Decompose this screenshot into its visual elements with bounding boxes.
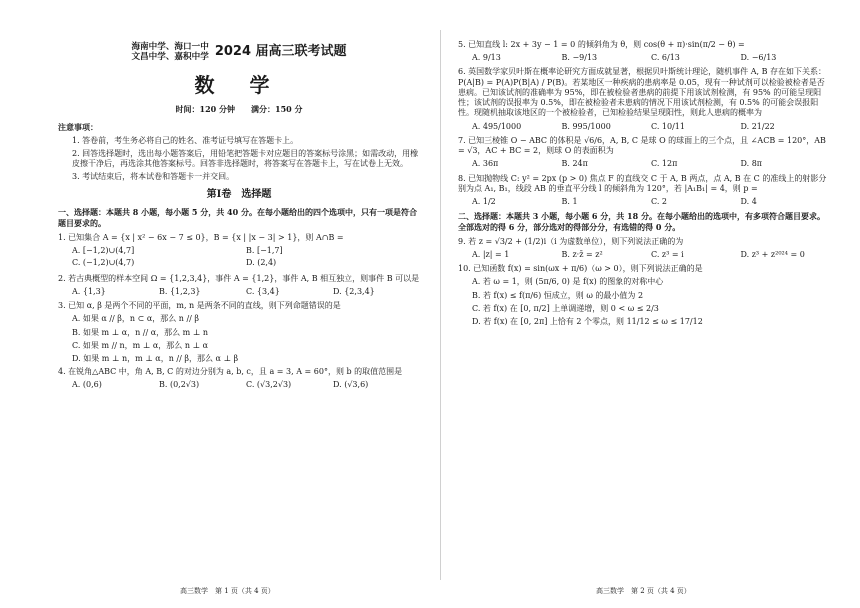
options — [72, 246, 420, 270]
question-stem: 8. 已知抛物线 C: y² = 2px (p > 0) 焦点 F 的直线交 C 于 A, B 两点，点 A, B 在 C 的准线上的射影分别为点 A₁, B₁，线段 AB 的垂直平分线 l 的倾斜角为 120°，若 |A₁B₁| = 4，则 p = — [458, 173, 827, 193]
option-a: A. 9/13 — [472, 53, 501, 63]
option-b: B. 995/1000 — [561, 121, 611, 131]
schools-line-1: 海南中学、海口一中 — [131, 42, 209, 52]
option-d: D. {2,3,4} — [333, 286, 375, 296]
option-a: A. (0,6) — [72, 380, 102, 390]
question-stem: 6. 英国数学家贝叶斯在概率论研究方面成就显著，根据贝叶斯统计理论，随机事件 A, B 存在如下关系：P(A|B) = P(A)P(B|A) / P(B)。若某地区一种疾病的患病率是 0.05，现有一种试剂可以检验被检者是否患病。已知该试剂的准确率为 95%，即在被检验者患病的前提下用该试剂检测，有 95% 的可能呈现阳性；该试剂的误报率为 0.5%，即在被检验者未患病的情况下用该试剂检测，有 0.5% 的可能会误报阳性。现随机抽取该地区的一个被检验者，已知检验结果呈现阳性，则此人患病的概率为 — [458, 67, 826, 118]
question-stem: 7. 已知三棱锥 O − ABC 的体积是 √6/6，A, B, C 是球 O 的球面上的三个点，且 ∠ACB = 120°，AB = √3，AC + BC = 2，则球 O 的表面积为 — [458, 135, 826, 156]
notice-item-2: 2. 回答选择题时，选出每小题答案后，用铅笔把答题卡对应题目的答案标号涂黑；如需改动，用橡皮擦干净后，再选涂其他答案标号。回答非选择题时，将答案写在答题卡上，写在试卷上无效。 — [72, 148, 419, 169]
question-stem: 9. 若 z = √3/2 + (1/2)i（i 为虚数单位），则下列说法正确的为 — [458, 236, 684, 246]
question-5 — [458, 40, 830, 63]
question-stem: 5. 已知直线 l: 2x + 3y − 1 = 0 的倾斜角为 θ，则 cos(θ + π)·sin(π/2 − θ) = — [458, 40, 745, 49]
option-a: A. 若 ω = 1，则 (5π/6, 0) 是 f(x) 的图象的对称中心 — [472, 277, 664, 287]
footer-page-2: 高三数学 第 2 页（共 4 页） — [596, 587, 691, 595]
question-6 — [458, 67, 830, 131]
question-9 — [458, 237, 830, 260]
page-divider — [440, 30, 441, 580]
option-d: D. (2,4) — [246, 258, 277, 268]
section-2-heading: 二、选择题：本题共 3 小题，每小题 6 分，共 18 分。在每小题给出的选项中，有多项符合题目要求。全部选对的得 6 分，部分选对的得部分分，有选错的得 0 分。 — [458, 211, 825, 232]
question-4 — [58, 367, 420, 390]
option-d: D. 4 — [740, 197, 757, 207]
option-a: A. 36π — [472, 159, 499, 169]
option-a: A. {1,3} — [72, 286, 106, 296]
options — [472, 53, 830, 63]
option-c: C. 6/13 — [651, 53, 680, 63]
option-b: B. −9/13 — [561, 53, 598, 63]
part-1-title: 第Ⅰ卷 选择题 — [206, 188, 272, 200]
question-1 — [58, 233, 420, 271]
exam-header — [58, 42, 420, 63]
schools-line-2: 文昌中学、嘉积中学 — [131, 52, 209, 63]
options — [472, 197, 830, 207]
options — [472, 122, 830, 132]
left-column — [58, 40, 420, 395]
option-c: C. 如果 m // n，m ⊥ α，那么 n ⊥ α — [72, 340, 208, 350]
notice-item-3: 3. 考试结束后，将本试卷和答题卡一并交回。 — [72, 172, 235, 182]
question-10 — [458, 264, 830, 327]
question-stem: 10. 已知函数 f(x) = sin(ωx + π/6)（ω > 0），则下列说法正确的是 — [458, 264, 703, 274]
option-c: C. (√3,2√3) — [246, 380, 292, 390]
option-b: B. 1 — [561, 197, 578, 207]
option-a: A. 1/2 — [472, 197, 496, 207]
option-a: A. [−1,2)∪(4,7] — [72, 246, 135, 256]
option-b: B. z·z̄ = z² — [561, 249, 603, 259]
question-stem: 1. 已知集合 A = {x | x² − 6x − 7 ≤ 0}，B = {x | |x − 3| > 1}，则 A∩B = — [58, 232, 344, 242]
question-stem: 3. 已知 α, β 是两个不同的平面，m, n 是两条不同的直线，则下列命题错误的是 — [58, 301, 341, 311]
section-1-heading: 一、选择题：本题共 8 小题，每小题 5 分，共 40 分。在每小题给出的四个选项中，只有一项是符合题目要求的。 — [58, 207, 417, 228]
option-c: C. 12π — [651, 159, 678, 169]
option-d: D. −6/13 — [740, 53, 777, 63]
option-a: A. 495/1000 — [472, 121, 522, 131]
options — [72, 314, 420, 364]
option-d: D. (√3,6) — [333, 380, 369, 390]
question-stem: 2. 若古典概型的样本空间 Ω = {1,2,3,4}，事件 A = {1,2}，事件 A, B 相互独立，则事件 B 可以是 — [58, 273, 420, 283]
option-b: B. (0,2√3) — [159, 380, 200, 390]
question-3 — [58, 301, 420, 364]
option-c: C. {3,4} — [246, 286, 280, 296]
option-d: D. 21/22 — [740, 121, 775, 131]
question-2 — [58, 274, 420, 297]
options — [72, 287, 420, 297]
right-column — [458, 40, 830, 330]
options — [72, 380, 420, 390]
question-8 — [458, 174, 830, 208]
time-info: 时间：120 分钟 满分：150 分 — [175, 104, 303, 115]
notice-item-1: 1. 答卷前，考生务必将自己的姓名、准考证号填写在答题卡上。 — [72, 135, 299, 145]
option-d: D. z³ + z²⁰²⁴ = 0 — [740, 249, 805, 259]
option-c: C. 若 f(x) 在 [0, π/2] 上单调递增，则 0 < ω ≤ 2/3 — [472, 303, 659, 313]
option-d: D. 若 f(x) 在 [0, 2π] 上恰有 2 个零点，则 11/12 ≤ ω ≤ 17/12 — [472, 317, 703, 327]
options — [472, 159, 830, 169]
option-c: C. z³ = i — [651, 249, 684, 259]
option-d: D. 如果 m ⊥ n，m ⊥ α，n // β，那么 α ⊥ β — [72, 354, 239, 363]
options — [472, 277, 830, 327]
footer-page-1: 高三数学 第 1 页（共 4 页） — [180, 587, 275, 595]
notice-title: 注意事项： — [58, 122, 98, 133]
options — [472, 250, 830, 260]
question-stem: 4. 在锐角△ABC 中，角 A, B, C 的对边分别为 a, b, c，且 a = 3, A = 60°，则 b 的取值范围是 — [58, 367, 403, 377]
option-b: B. 如果 m ⊥ α，n // α，那么 m ⊥ n — [72, 327, 209, 337]
option-a: A. 如果 α // β，n ⊂ α，那么 n // β — [72, 314, 200, 324]
option-a: A. |z| = 1 — [472, 249, 510, 259]
option-b: B. 若 f(x) ≤ f(π/6) 恒成立，则 ω 的最小值为 2 — [472, 290, 644, 300]
option-b: B. [−1,7] — [246, 246, 283, 256]
school-names — [131, 42, 208, 63]
option-c: C. 10/11 — [651, 121, 685, 131]
option-c: C. (−1,2)∪(4,7) — [72, 258, 135, 268]
option-b: B. 24π — [561, 159, 588, 169]
option-b: B. {1,2,3} — [159, 286, 201, 296]
exam-title: 2024 届高三联考试题 — [214, 44, 347, 59]
option-c: C. 2 — [651, 197, 668, 207]
question-7 — [458, 136, 830, 170]
subject-title: 数 学 — [194, 72, 284, 97]
option-d: D. 8π — [740, 159, 763, 169]
